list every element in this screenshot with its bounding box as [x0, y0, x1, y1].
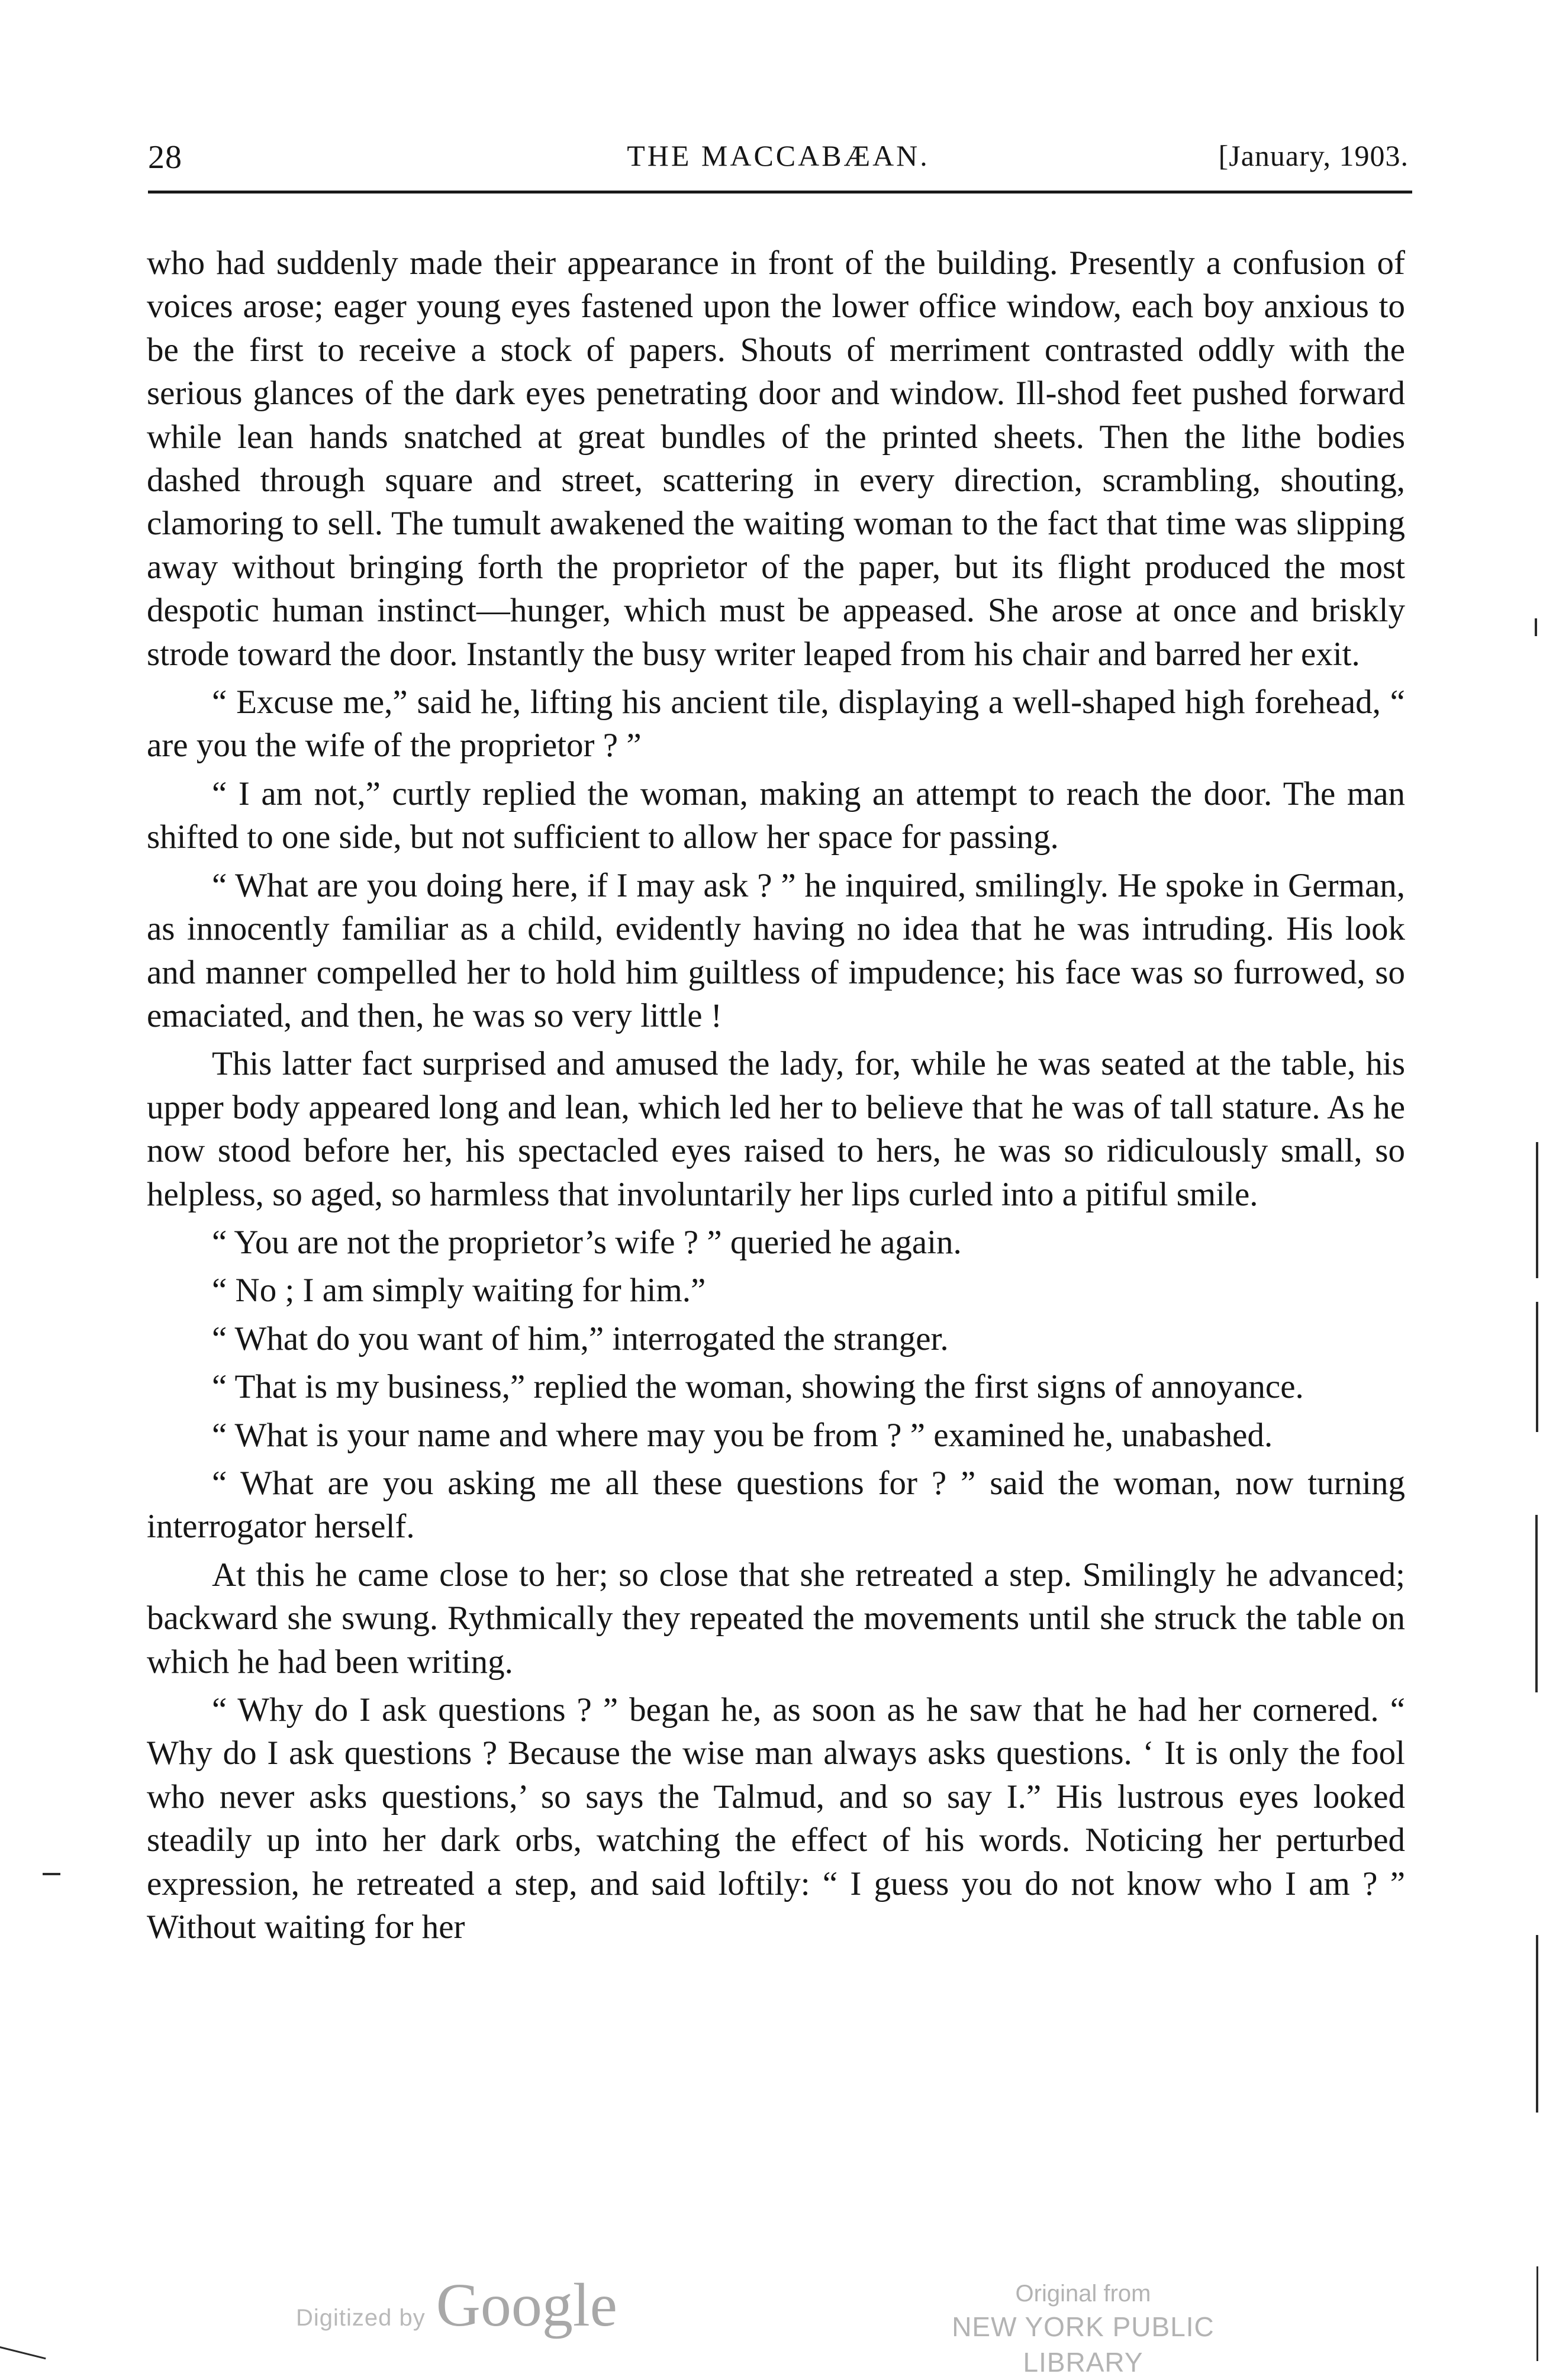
scan-edge-mark: [1536, 1302, 1538, 1432]
journal-title: THE MACCABÆAN.: [627, 139, 930, 172]
scan-corner-line: [0, 2346, 46, 2359]
digitized-by-watermark: [296, 2270, 617, 2339]
paragraph: “ I am not,” curtly replied the woman, making an attempt to reach the door. The man shifted to one side, but not sufficient to allow her space for passing.: [147, 775, 1405, 856]
paragraph: “ What is your name and where may you be from ? ” examined he, unabashed.: [212, 1416, 1273, 1454]
paragraph: “ You are not the proprietor’s wife ? ” queried he again.: [212, 1223, 962, 1261]
article-body: [147, 241, 1405, 1953]
paragraph: “ What are you asking me all these questions for ? ” said the woman, now turning interrogator herself.: [147, 1464, 1405, 1546]
scan-edge-mark: [1536, 2266, 1538, 2361]
paragraph: At this he came close to her; so close that she retreated a step. Smilingly he advanced; backward she swung. Rythmically they repeated the movements until she struck the table on which he had been writing.: [147, 1556, 1405, 1681]
library-name: NEW YORK PUBLIC LIBRARY: [952, 2311, 1215, 2378]
page-number: 28: [148, 139, 182, 176]
scan-margin-dash: [43, 1873, 60, 1875]
google-logo: Google: [436, 2271, 617, 2339]
paragraph: “ Excuse me,” said he, lifting his ancient tile, displaying a well-shaped high forehead, “ are you the wife of the proprietor ? ”: [147, 683, 1405, 765]
paragraph: “ That is my business,” replied the woman, showing the first signs of annoyance.: [212, 1368, 1304, 1406]
digitized-by-label: Digitized by: [296, 2305, 426, 2331]
paragraph: “ What do you want of him,” interrogated the stranger.: [212, 1320, 949, 1357]
paragraph: “ What are you doing here, if I may ask ? ” he inquired, smilingly. He spoke in German, as innocently familiar as a child, evidently having no idea that he was intruding. His look and manner compelled her to hold him guiltless of impudence; his face was so furrowed, so emaciated, and then, he was so very little !: [147, 866, 1405, 1034]
paragraph: This latter fact surprised and amused the lady, for, while he was seated at the table, his upper body appeared long and lean, which led her to believe that he was of tall stature. As he now stood before her, his spectacled eyes raised to hers, he was so ridiculously small, so helpless, so aged, so harmless that involuntarily her lips curled into a pitiful smile.: [147, 1045, 1405, 1213]
paragraph: who had suddenly made their appearance in front of the building. Presently a confusion of voices arose; eager young eyes fastened upon the lower office window, each boy anxious to be the first to receive a stock of papers. Shouts of merriment contrasted oddly with the serious glances of the dark eyes penetrating door and window. Ill-shod feet pushed forward while lean hands snatched at great bundles of the printed sheets. Then the lithe bodies dashed through square and street, scattering in every direction, scrambling, shouting, clamoring to sell. The tumult awakened the waiting woman to the fact that time was slipping away without bringing forth the proprietor of the paper, but its flight produced the most despotic human instinct—hunger, which must be appeased. She arose at once and briskly strode toward the door. Instantly the busy writer leaped from his chair and barred her exit.: [147, 244, 1405, 673]
scan-edge-mark: [1536, 1935, 1538, 2113]
paragraph: “ Why do I ask questions ? ” began he, as soon as he saw that he had her cornered. “ Why do I ask questions ? Because the wise man always asks questions. ‘ It is only the fool who never asks questions,’ so says the Talmud, and so say I.” His lustrous eyes looked steadily up into her dark orbs, watching the effect of his words. Noticing her perturbed expression, he retreated a step, and said loftily: “ I guess you do not know who I am ? ” Without waiting for her: [147, 1691, 1405, 1946]
header-rule: [148, 191, 1412, 194]
running-header: [148, 131, 1409, 179]
library-watermark: [894, 2278, 1273, 2380]
scan-edge-mark: [1536, 1142, 1538, 1278]
original-from-label: Original from: [1015, 2281, 1151, 2307]
issue-date: [January, 1903.: [1218, 139, 1409, 172]
paragraph: “ No ; I am simply waiting for him.”: [212, 1272, 706, 1310]
scan-edge-mark: [1535, 1515, 1538, 1692]
scan-edge-mark: [1535, 618, 1537, 636]
